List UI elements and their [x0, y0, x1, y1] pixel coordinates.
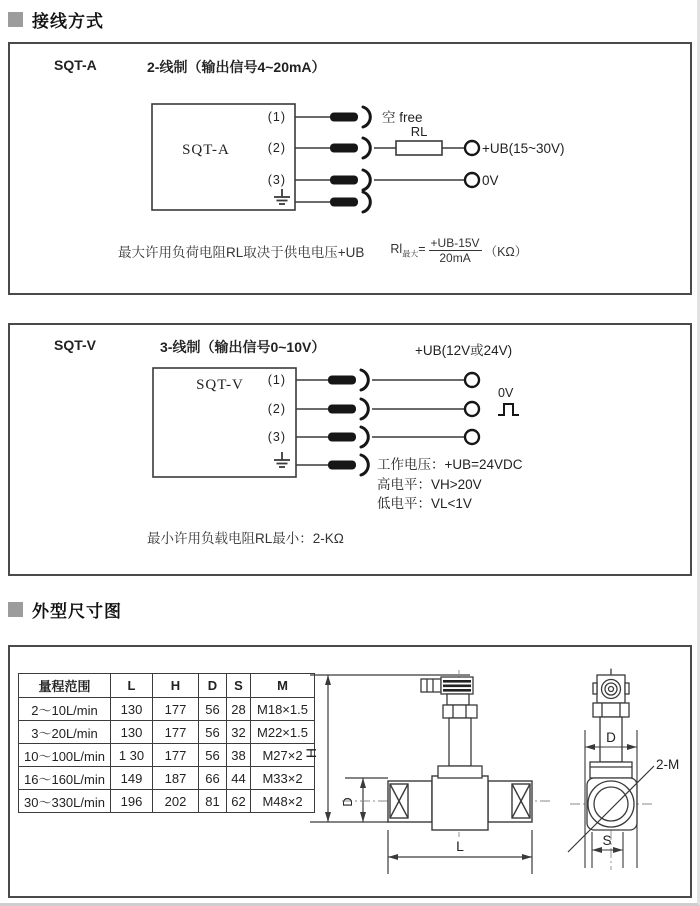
ground-icon — [274, 452, 290, 467]
dimension-arrows — [325, 675, 532, 860]
dim-h-label: H — [303, 747, 319, 759]
zero-terminal-circle — [465, 173, 479, 187]
spec-low-level: 低电平：VL<1V — [377, 496, 472, 511]
sensor-end-view-drawing — [550, 652, 690, 896]
col-l: L — [111, 674, 153, 698]
terminal-3-label: (3) — [267, 430, 286, 444]
col-h: H — [153, 674, 199, 698]
sqt-a-wiring-diagram — [10, 44, 690, 229]
col-s: S — [227, 674, 251, 698]
section-title: 外型尺寸图 — [32, 602, 122, 621]
zero-volt-label: 0V — [498, 386, 514, 400]
terminal-3-circle — [465, 430, 479, 444]
col-d: D — [199, 674, 227, 698]
formula-fraction: $\frac{+UB-15V}{20mA}$ — [430, 236, 480, 266]
sqt-a-note: 最大许用负荷电阻RL取决于供电电压+UB — [118, 244, 365, 260]
terminal-2-circle — [465, 402, 479, 416]
dim-l-label: L — [456, 838, 464, 854]
section-title: 接线方式 — [32, 12, 104, 31]
ground-icon — [274, 189, 290, 204]
resistor-rl — [396, 141, 442, 155]
terminal-1-label: (1) — [267, 110, 286, 124]
section-bullet-icon — [8, 602, 23, 617]
sensor-body-side — [388, 776, 532, 830]
sqt-a-panel — [8, 42, 692, 295]
sqt-v-supply-label: +UB(12V或24V) — [415, 343, 513, 358]
rl-label: RL — [410, 124, 428, 139]
sqt-v-wiring-title: 3-线制（输出信号0~10V） — [160, 339, 326, 355]
formula-unit: （KΩ） — [484, 244, 528, 259]
sqt-v-box-label: SQT-V — [196, 377, 244, 393]
wires — [295, 117, 465, 202]
dimension-table — [18, 673, 315, 813]
ub-terminal-circle — [465, 141, 479, 155]
sensor-side-view-drawing — [302, 652, 554, 896]
wires — [296, 380, 465, 465]
pulse-signal-icon — [498, 404, 519, 415]
sqt-a-note-row — [118, 236, 527, 266]
zero-volt-label: 0V — [482, 173, 499, 188]
spec-high-level: 高电平：VH>20V — [377, 476, 482, 492]
spec-supply-voltage: 工作电压：+UB=24VDC — [377, 457, 523, 472]
sqt-v-note: 最小许用负载电阻RL最小：2-KΩ — [147, 531, 344, 546]
dimensions-panel — [8, 645, 692, 898]
sqt-a-box-label: SQT-A — [182, 142, 230, 158]
thread-label: 2-M — [656, 757, 680, 772]
terminal-2-label: (2) — [267, 141, 286, 155]
col-m: M — [251, 674, 315, 698]
section-header-dimensions — [8, 597, 122, 622]
section-bullet-icon — [8, 12, 23, 27]
cable-connector-icons — [328, 370, 368, 475]
dim-d-end-label: D — [606, 730, 616, 745]
terminal-3-label: (3) — [267, 173, 286, 187]
sqt-v-panel — [8, 323, 692, 576]
col-range: 量程范围 — [19, 674, 111, 698]
table-row: 30～330L/min 196 202 81 62 M48×2 — [19, 790, 315, 813]
terminal-1-label: (1) — [267, 373, 286, 387]
sqt-v-wiring-diagram — [10, 325, 690, 525]
cable-connector-icons — [330, 107, 370, 212]
terminal-2-label: (2) — [267, 402, 286, 416]
sqt-v-spec-block — [377, 455, 523, 514]
dim-d-label: D — [340, 797, 355, 807]
sqt-v-model-label: SQT-V — [54, 337, 97, 353]
ub-label: +UB(15~30V) — [482, 141, 565, 156]
table-row: 2～10L/min 130 177 56 28 M18×1.5 — [19, 698, 315, 721]
formula-lhs: $Rl_{最大}=$ — [390, 242, 426, 259]
sqt-a-model-label: SQT-A — [54, 57, 97, 73]
free-wire-label: 空 free — [382, 110, 423, 125]
connector-stripes — [443, 680, 471, 692]
terminal-1-circle — [465, 373, 479, 387]
section-header-wiring — [8, 7, 104, 32]
table-row: 3～20L/min 130 177 56 32 M22×1.5 — [19, 721, 315, 744]
table-row: 16～160L/min 149 187 66 44 M33×2 — [19, 767, 315, 790]
sensor-head-side — [421, 677, 482, 778]
sqt-a-wiring-title: 2-线制（输出信号4~20mA） — [147, 59, 326, 75]
table-row: 10～100L/min 1 30 177 56 38 M27×2 — [19, 744, 315, 767]
dim-s-label: S — [602, 833, 612, 848]
table-header-row — [19, 674, 315, 698]
rl-max-formula — [390, 236, 527, 266]
